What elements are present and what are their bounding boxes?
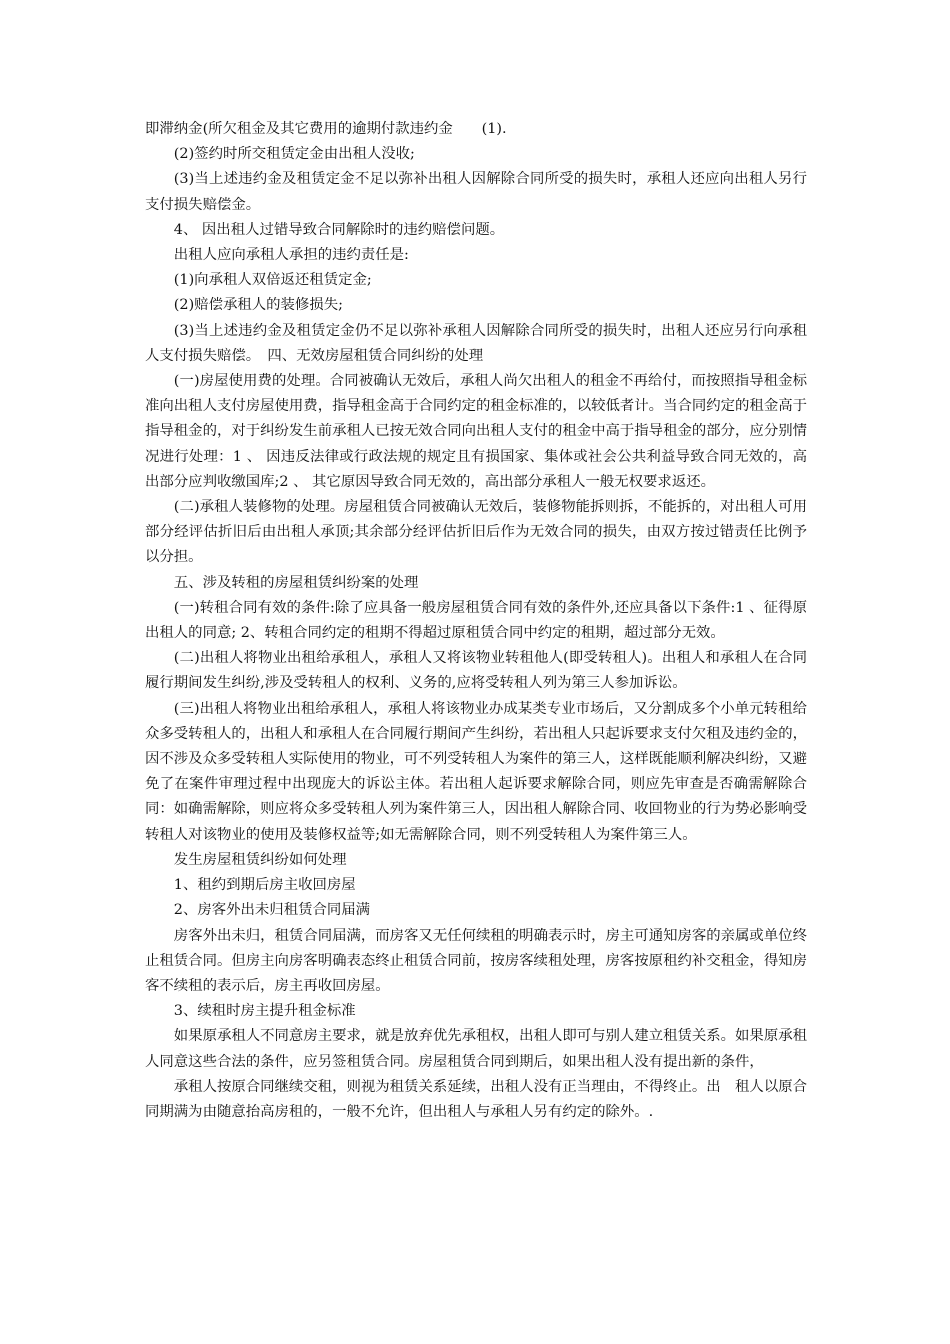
list-item-tenant-absent: 2、房客外出未归租赁合同届满 <box>173 902 371 919</box>
paragraph-tenant-compensation: (3)当上述违约金及租赁定金不足以弥补出租人因解除合同所受的损失时，承租人还应向出租人另行支付损失赔偿金。 <box>145 171 807 213</box>
list-item-double-deposit: (1)向承租人双倍返还租赁定金; <box>173 272 372 289</box>
paragraph-market-sublease: (三)出租人将物业出租给承租人，承租人将该物业办成某类专业市场后，又分割成多个小单元转租给众多受转租人的，出租人和承租人在合同履行期间产生纠纷，若出租人只起诉要求支付欠租及违约金的，因不涉及众多受转租人实际使用的物业，可不列受转租人为案件的第三人，这样既能顺利解决纠纷，又避免了在案件审理过程中出现庞大的诉讼主体。若出租人起诉要求解除合同，则应先审查是否确需解除合同：如确需解除，则应将众多受转租人列为案件第三人，因出租人解除合同、收回物业的行为势必影响受转租人对该物业的使用及装修权益等;如无需解除合同，则不列受转租人为案件第三人。 <box>145 700 807 843</box>
heading-landlord-fault: 4、 因出租人过错导致合同解除时的违约赔偿问题。 <box>173 221 505 238</box>
list-item-renovation-loss: (2)赔偿承租人的装修损失; <box>173 297 343 314</box>
paragraph-usage-fee: (一)房屋使用费的处理。合同被确认无效后，承租人尚欠出租人的租金不再给付，而按照指导租金标准向出租人支付房屋使用费，指导租金高于合同约定的租金标准的，以较低者计。当合同约定的租金高于指导租金的，对于纠纷发生前承租人已按无效合同向出租人支付的租金中高于指导租金的部分，应分别情况进行处理：1 、 因违反法律或行政法规的规定且有损国家、集体或社会公共利益导致合同无效的，高出部分应判收缴国库;2 、 其它原因导致合同无效的，高出部分承租人一般无权要求返还。 <box>145 373 807 490</box>
list-item-rent-increase: 3、续租时房主提升租金标准 <box>173 1003 356 1020</box>
paragraph-sublessee-third-party: (二)出租人将物业出租给承租人，承租人又将该物业转租他人(即受转租人)。出租人和承租人在合同履行期间发生纠纷,涉及受转租人的权利、义务的,应将受转租人列为第三人参加诉讼。 <box>145 650 807 692</box>
paragraph-landlord-liability-intro: 出租人应向承租人承担的违约责任是: <box>173 247 409 264</box>
paragraph-tenant-absent-detail: 房客外出未归，租赁合同届满，而房客又无任何续租的明确表示时，房主可通知房客的亲属或单位终止租赁合同。但房主向房客明确表态终止租赁合同前，按房客续租处理，房客按原租约补交租金，得知房客不续租的表示后，房主再收回房屋。 <box>145 927 807 994</box>
document-page <box>145 117 807 1125</box>
paragraph-sublease-validity: (一)转租合同有效的条件:除了应具备一般房屋租赁合同有效的条件外,还应具备以下条件:1 、征得原出租人的同意; 2、转租合同约定的租期不得超过原租赁合同中约定的租期，超过部分无效。 <box>145 599 807 642</box>
paragraph-renovation-handling: (二)承租人装修物的处理。房屋租赁合同被确认无效后，装修物能拆则拆，不能拆的，对出租人可用部分经评估折旧后由出租人承顶;其余部分经评估折旧后作为无效合同的损失，由双方按过错责任比例予以分担。 <box>145 499 807 566</box>
paragraph-deposit-forfeited: (2)签约时所交租赁定金由出租人没收; <box>173 146 415 163</box>
heading-dispute-handling: 发生房屋租赁纠纷如何处理 <box>173 851 347 868</box>
list-item-lease-expiry: 1、租约到期后房主收回房屋 <box>173 877 356 894</box>
paragraph-priority-lease-right: 如果原承租人不同意房主要求，就是放弃优先承租权，出租人即可与别人建立租赁关系。如果原承租人同意这些合法的条件，应另签租赁合同。房屋租赁合同到期后，如果出租人没有提出新的条件， <box>145 1028 807 1070</box>
list-item-landlord-compensation: (3)当上述违约金及租赁定金仍不足以弥补承租人因解除合同所受的损失时，出租人还应另行向承租人支付损失赔偿。 四、无效房屋租赁合同纠纷的处理 <box>145 322 807 364</box>
paragraph-liquidated-damages: 即滞纳金(所欠租金及其它费用的逾期付款违约金 (1). <box>145 121 507 137</box>
paragraph-lease-continuation: 承租人按原合同继续交租，则视为租赁关系延续，出租人没有正当理由，不得终止。出 租人以原合同期满为由随意抬高房租的，一般不允许，但出租人与承租人另有约定的除外。. <box>145 1078 807 1120</box>
heading-sublease-disputes: 五、涉及转租的房屋租赁纠纷案的处理 <box>173 574 419 591</box>
